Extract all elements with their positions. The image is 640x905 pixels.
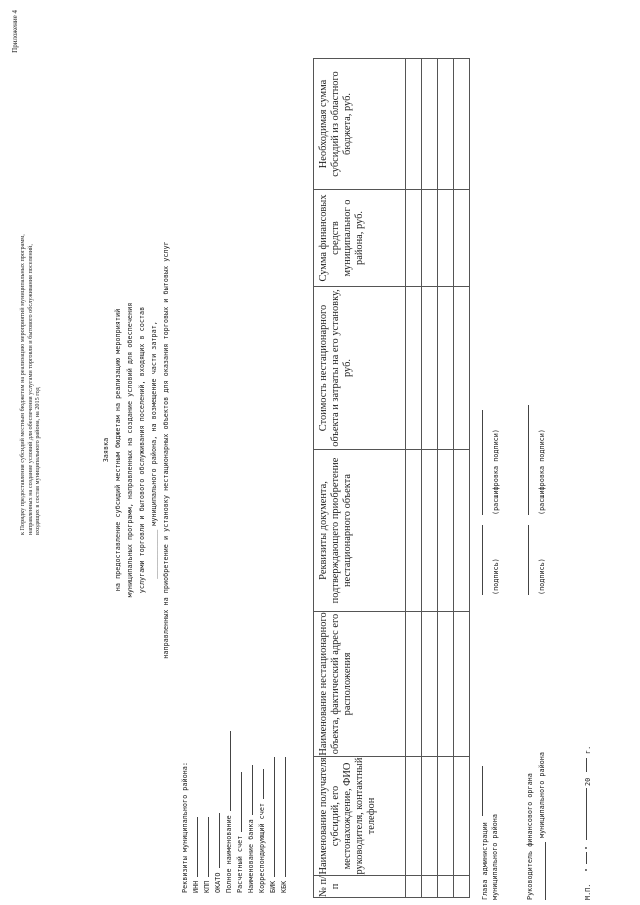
fill-line[interactable]	[190, 817, 198, 877]
head-label-2: муниципального района	[491, 814, 499, 900]
requisites-block	[180, 563, 289, 893]
date-year: 20	[584, 777, 592, 786]
date-quote-close: "	[584, 845, 592, 850]
appendix-title: Приложение 4	[11, 10, 19, 53]
date-month-line[interactable]	[586, 788, 587, 840]
head-line	[482, 766, 483, 816]
requisite-row: ОКАТО	[212, 563, 223, 893]
head-label: Глава администрации	[481, 822, 489, 900]
heading-line: услугами торговли и бытового обслуживания поселений, входящих в состав	[138, 306, 146, 594]
finance-sign-caption: (подпись)	[538, 558, 546, 595]
head-signature-line[interactable]	[482, 525, 483, 595]
stamp-label: М.П.	[584, 883, 592, 900]
finance-district-line[interactable]	[545, 842, 546, 900]
col-header-number: № п/п	[314, 876, 406, 898]
col-header-object: Наименование нестационарного объекта, фактический адрес его расположения	[314, 612, 406, 757]
col-header-document: Реквизиты документа, подтверждающего приобретение нестационарного объекта	[314, 450, 406, 612]
requisite-row: Наименование банка	[245, 563, 256, 893]
table-header-row	[314, 59, 406, 898]
requisite-row: КПП	[201, 563, 212, 893]
appendix-line: к Порядку предоставления субсидий местным бюджетам на реализацию мероприятий муниципальных программ,	[19, 234, 27, 535]
appendix-line: входящих в состав муниципального района, на 2015 год	[34, 387, 42, 535]
table-row	[454, 59, 470, 898]
requisite-row: ИНН	[190, 563, 201, 893]
head-sign-caption: (подпись)	[492, 558, 500, 595]
appendix-line: направленных на создание условий для обеспечения услугами торговли и бытового обслуживания поселений,	[26, 244, 34, 535]
fill-line[interactable]	[256, 769, 264, 799]
requisite-row: Полное наименование	[223, 563, 234, 893]
col-header-district-funds: Сумма финансовых средств муниципальног о района, руб.	[314, 190, 406, 287]
heading-line: направленных на приобретение и установку нестационарных объектов для оказания торговых и бытовых услуг	[162, 241, 170, 659]
head-decode-line[interactable]	[482, 410, 483, 515]
subsidy-table	[313, 58, 470, 898]
requisites-title: Реквизиты муниципального района:	[181, 762, 189, 893]
fill-line[interactable]	[267, 757, 275, 877]
heading-line: на предоставление субсидий местным бюджетам на реализацию мероприятий	[114, 308, 122, 592]
finance-label-2: муниципального района	[538, 752, 546, 838]
finance-decode-caption: (расшифровка подписи)	[538, 429, 546, 515]
date-year-line[interactable]	[586, 758, 587, 772]
fill-line[interactable]	[223, 731, 231, 811]
heading-line: ____________ муниципального района, на возмещение части затрат,	[150, 321, 158, 579]
fill-line[interactable]	[278, 757, 286, 877]
col-header-cost: Стоимость нестационарного объекта и затраты на его установку, руб.	[314, 287, 406, 450]
fill-line[interactable]	[234, 772, 242, 832]
heading-line: муниципальных программ, направленных на создание условий для обеспечения	[126, 302, 134, 598]
head-decode-caption: (расшифровка подписи)	[492, 429, 500, 515]
application-title: Заявка	[102, 437, 110, 463]
table-row	[406, 59, 422, 898]
table-row	[438, 59, 454, 898]
date-suffix: г.	[584, 745, 592, 754]
date-day-line[interactable]	[586, 852, 587, 864]
appendix-note	[12, 10, 42, 535]
requisite-row: Расчетный счет	[234, 563, 245, 893]
finance-label: Руководитель финансового органа	[526, 773, 534, 900]
requisite-row: БИК	[267, 563, 278, 893]
application-heading	[100, 150, 172, 750]
fill-line[interactable]	[201, 817, 209, 877]
fill-line[interactable]	[245, 765, 253, 815]
col-header-subsidy: Необходимая сумма субсидий из областного бюджета, руб.	[314, 59, 406, 190]
finance-signature-line[interactable]	[528, 525, 529, 595]
fill-line[interactable]	[212, 813, 220, 868]
finance-decode-line[interactable]	[528, 405, 529, 515]
requisite-row: Корреспондирующий счет	[256, 563, 267, 893]
table-row	[422, 59, 438, 898]
date-quote-open: "	[584, 867, 592, 872]
col-header-recipient: Наименование получателя субсидий, его местонахождение, ФИО руководителя, контактный телефон	[314, 757, 406, 876]
requisite-row: КБК	[278, 563, 289, 893]
